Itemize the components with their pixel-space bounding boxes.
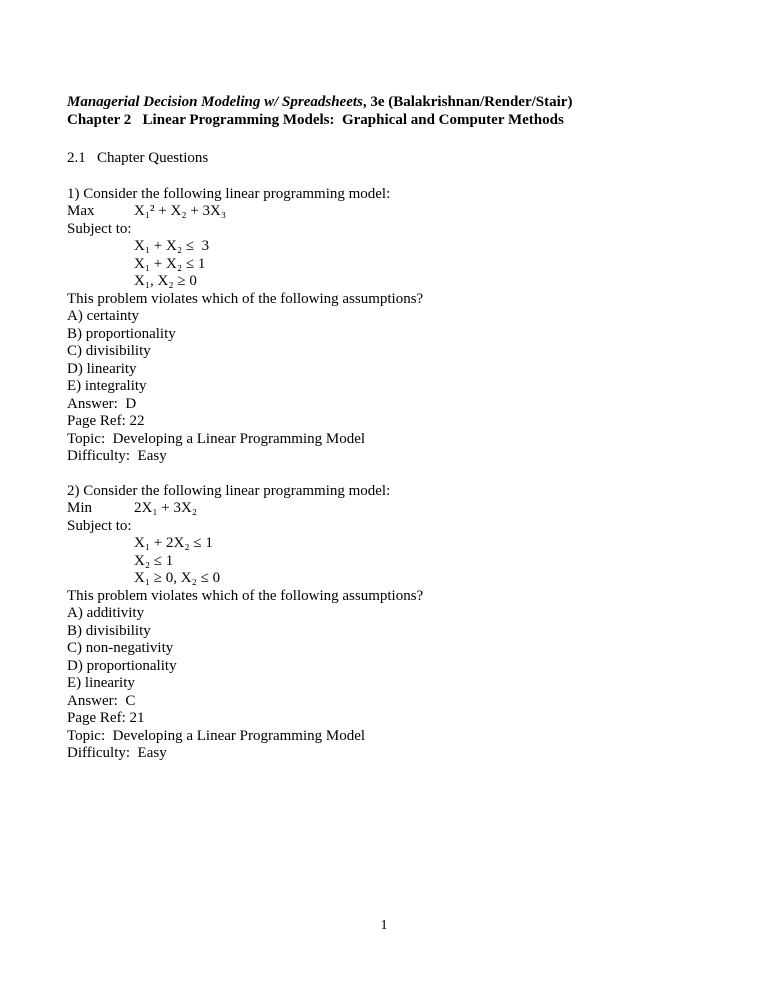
objective-line <box>67 500 701 518</box>
choice: C) divisibility <box>67 343 151 359</box>
book-title-edition: , 3e (Balakrishnan/Render/Stair) <box>362 94 573 110</box>
answer-line: Answer: D <box>67 395 137 412</box>
subject-to-label: Subject to: <box>67 517 132 534</box>
page-number: 1 <box>380 917 388 933</box>
objective-label: Min <box>67 500 93 516</box>
page-ref-line: Page Ref: 21 <box>67 710 145 726</box>
question-2 <box>67 483 701 763</box>
choice: A) additivity <box>67 605 145 621</box>
objective-label: Max <box>67 203 95 219</box>
section-heading: 2.1 Chapter Questions <box>67 150 209 166</box>
chapter-heading: Chapter 2 Linear Programming Models: Graphical and Computer Methods <box>67 111 564 128</box>
topic-line: Topic: Developing a Linear Programming Model <box>67 430 366 447</box>
question-text: This problem violates which of the following assumptions? <box>67 587 424 604</box>
answer-line: Answer: C <box>67 692 136 709</box>
objective-line <box>67 203 701 221</box>
constraint: X₁, X₂ ≥ 0 <box>134 273 197 289</box>
constraint: X₁ ≥ 0, X₂ ≤ 0 <box>134 570 221 586</box>
book-title: Managerial Decision Modeling w/ Spreadsheets <box>67 94 363 110</box>
question-prompt: 1) Consider the following linear programming model: <box>67 185 391 202</box>
question-1 <box>67 186 701 466</box>
difficulty-line: Difficulty: Easy <box>67 745 167 761</box>
constraint: X₂ ≤ 1 <box>134 552 174 569</box>
objective-expression: X₁² + X₂ + 3X₃ <box>134 203 227 219</box>
constraint: X₁ + X₂ ≤ 1 <box>134 255 206 272</box>
choice: C) non-negativity <box>67 640 174 656</box>
topic-line: Topic: Developing a Linear Programming Model <box>67 727 366 744</box>
book-title-line <box>67 94 701 112</box>
choice: D) linearity <box>67 360 137 377</box>
question-prompt: 2) Consider the following linear programming model: <box>67 482 391 499</box>
constraint: X₁ + X₂ ≤ 3 <box>134 238 210 254</box>
choice: B) proportionality <box>67 325 176 342</box>
subject-to-label: Subject to: <box>67 220 132 237</box>
choice: B) divisibility <box>67 622 151 639</box>
constraint: X₁ + 2X₂ ≤ 1 <box>134 535 213 551</box>
objective-expression: 2X₁ + 3X₂ <box>134 500 198 516</box>
choice: D) proportionality <box>67 657 177 674</box>
choice: A) certainty <box>67 308 140 324</box>
page-ref-line: Page Ref: 22 <box>67 413 145 429</box>
difficulty-line: Difficulty: Easy <box>67 448 167 464</box>
choice: E) integrality <box>67 378 147 394</box>
document-header <box>67 94 701 129</box>
question-text: This problem violates which of the following assumptions? <box>67 290 424 307</box>
choice: E) linearity <box>67 675 135 691</box>
